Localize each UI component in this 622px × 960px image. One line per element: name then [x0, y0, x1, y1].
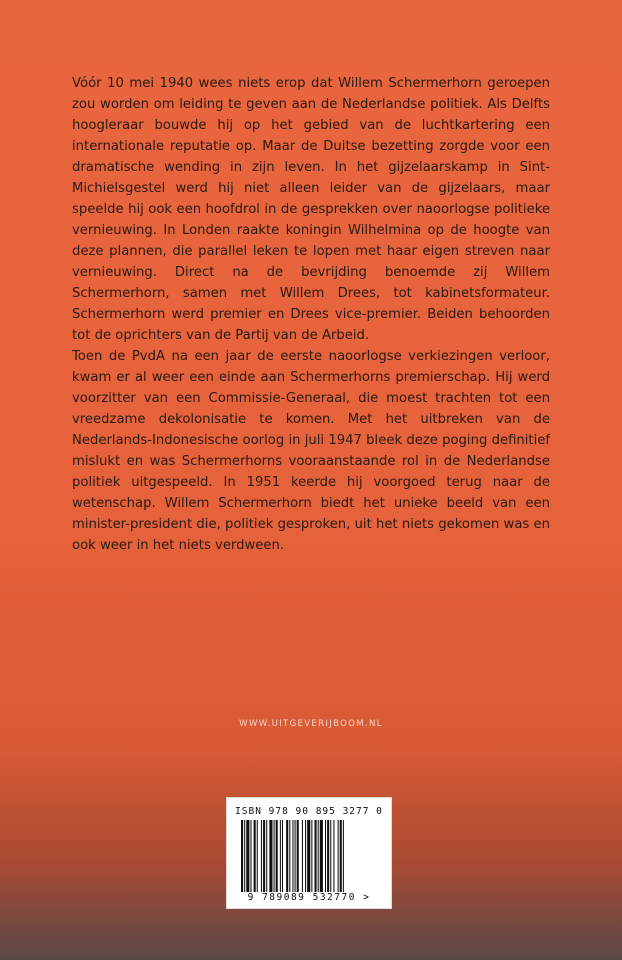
barcode-bars — [239, 820, 379, 892]
blurb-text — [72, 73, 550, 556]
barcode-digits: 9 789089 532770 > — [247, 892, 371, 903]
blurb-paragraph-1: Vóór 10 mei 1940 wees niets erop dat Willem Schermerhorn geroepen zou worden om leiding te geven aan de Nederlandse politiek. Als Delfts hoogleraar bouwde hij op het gebied van de luchtkartering een internationale reputatie op. Maar de Duitse bezetting zorgde voor een dramatische wending in zijn leven. In het gijzelaarskamp in Sint-Michielsgestel werd hij niet alleen leider van de gijzelaars, maar speelde hij ook een hoofdrol in de gesprekken over naoorlogse politieke vernieuwing. In Londen raakte koningin Wilhelmina op de hoogte van deze plannen, die parallel leken te lopen met haar eigen streven naar vernieuwing. Direct na de bevrijding benoemde zij Willem Schermerhorn, samen met Willem Drees, tot kabinetsformateur. Schermerhorn werd premier en Drees vice-premier. Beiden behoorden tot de oprichters van de Partij van de Arbeid. — [72, 76, 550, 343]
barcode-label — [226, 797, 392, 909]
publisher-url: WWW.UITGEVERIJBOOM.NL — [239, 719, 383, 729]
isbn-number: ISBN 978 90 895 3277 0 — [235, 806, 383, 817]
blurb-paragraph-2: Toen de PvdA na een jaar de eerste naoorlogse verkiezingen verloor, kwam er al weer een einde aan Schermerhorns premierschap. Hij werd voorzitter van een Commissie-Generaal, die moest trachten tot een vreedzame dekolonisatie te komen. Met het uitbreken van de Nederlands-Indonesische oorlog in juli 1947 bleek deze poging definitief mislukt en was Schermerhorns vooraanstaande rol in de Nederlandse politiek uitgespeeld. In 1951 keerde hij voorgoed terug naar de wetenschap. Willem Schermerhorn biedt het unieke beeld van een minister-president die, politiek gesproken, uit het niets gekomen was en ook weer in het niets verdween. — [72, 349, 550, 553]
